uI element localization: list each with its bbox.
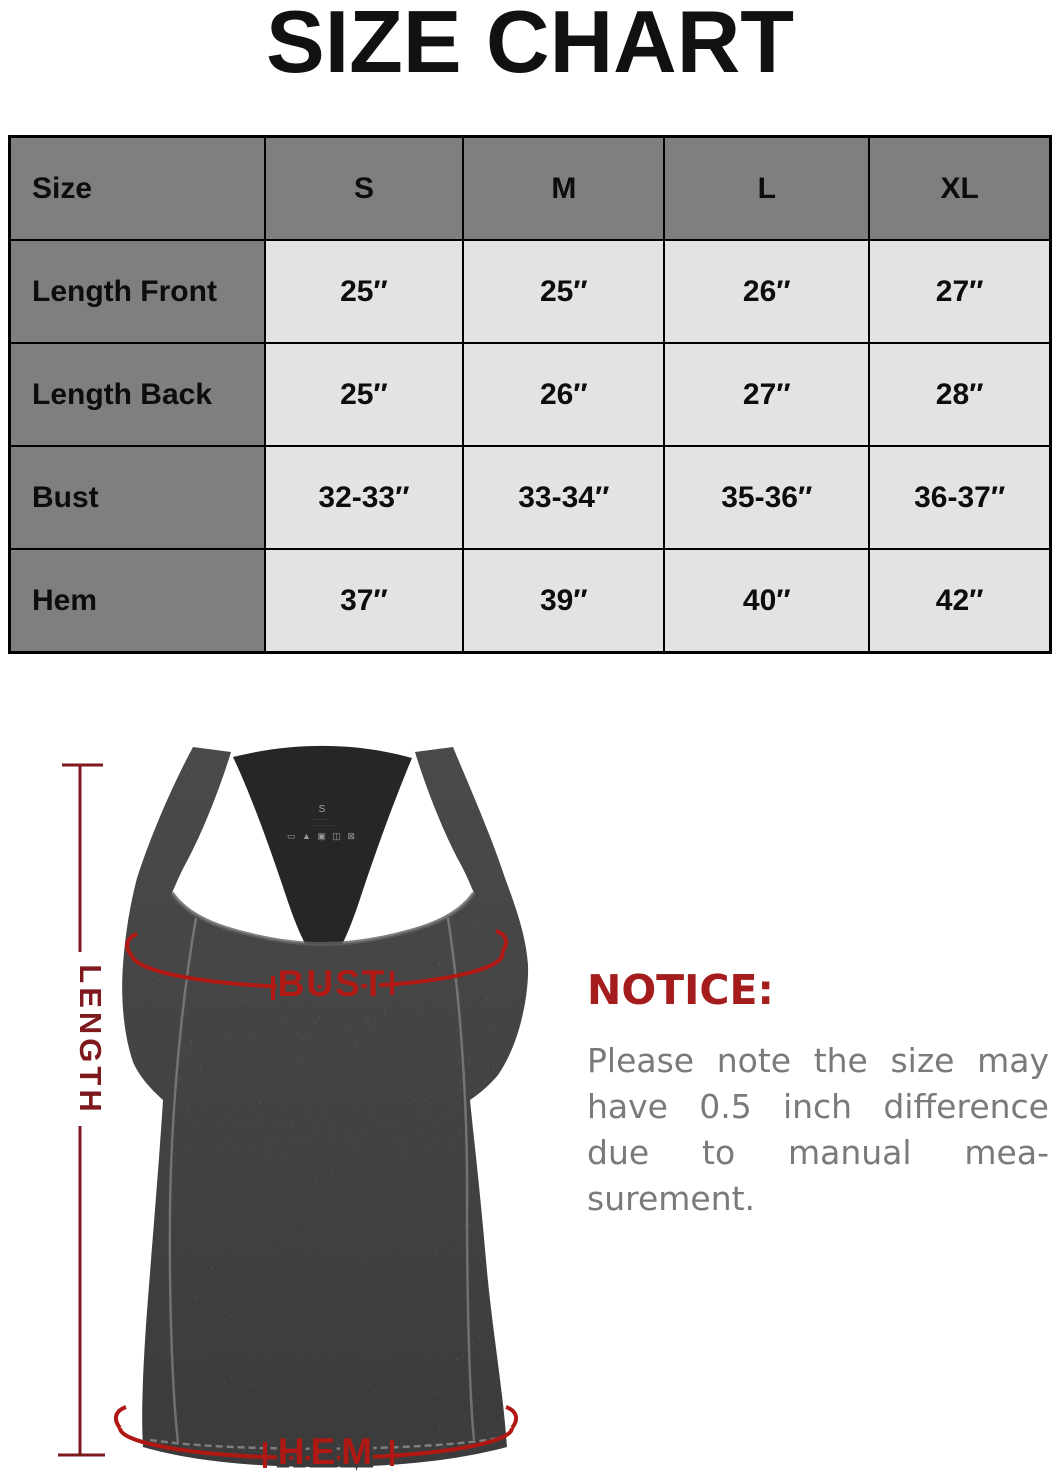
table-cell: 26″	[664, 240, 869, 343]
bust-label: BUST	[277, 963, 387, 1004]
length-label: LENGTH	[73, 964, 108, 1116]
column-header-xl: XL	[869, 137, 1050, 241]
table-cell: 32-33″	[265, 446, 464, 549]
size-table	[8, 135, 1052, 654]
table-header-row	[10, 137, 1051, 241]
row-label: Length Back	[10, 343, 265, 446]
table-cell: 27″	[664, 343, 869, 446]
column-header-size: Size	[10, 137, 265, 241]
tank-top-illustration	[100, 740, 560, 1474]
care-symbols-icon: ▭ ▲ ▣ ◫ ⊠	[287, 831, 357, 841]
hem-arc-right-hook	[506, 1407, 516, 1428]
column-header-l: L	[664, 137, 869, 241]
column-header-s: S	[265, 137, 464, 241]
tag-print-line: ··········	[308, 823, 336, 829]
table-cell: 25″	[265, 343, 464, 446]
notice-text-line: due to manual mea-	[587, 1133, 1049, 1172]
table-cell: 35-36″	[664, 446, 869, 549]
table-cell: 36-37″	[869, 446, 1050, 549]
table-cell: 33-34″	[463, 446, 664, 549]
row-label: Hem	[10, 549, 265, 653]
table-row-length-front	[10, 240, 1051, 343]
table-row-length-back	[10, 343, 1051, 446]
table-row-hem	[10, 549, 1051, 653]
tag-print-line: ·······	[312, 817, 332, 823]
notice-text-line: have 0.5 inch difference	[587, 1087, 1049, 1126]
table-cell: 40″	[664, 549, 869, 653]
table-cell: 42″	[869, 549, 1050, 653]
table-cell: 27″	[869, 240, 1050, 343]
table-cell: 28″	[869, 343, 1050, 446]
table-row-bust	[10, 446, 1051, 549]
column-header-m: M	[463, 137, 664, 241]
table-cell: 26″	[463, 343, 664, 446]
row-label: Bust	[10, 446, 265, 549]
table-cell: 25″	[265, 240, 464, 343]
tag-size-text: S	[318, 804, 326, 815]
notice-heading: NOTICE:	[587, 966, 774, 1014]
notice-text-line: Please note the size may	[587, 1041, 1049, 1080]
row-label: Length Front	[10, 240, 265, 343]
table-cell: 25″	[463, 240, 664, 343]
table-cell: 37″	[265, 549, 464, 653]
hem-arc-left-hook	[116, 1407, 126, 1428]
page-title: SIZE CHART	[266, 0, 794, 91]
notice-section	[587, 966, 1049, 1222]
hem-label: HEM	[277, 1431, 379, 1472]
table-cell: 39″	[463, 549, 664, 653]
notice-text-line: surement.	[587, 1179, 756, 1218]
